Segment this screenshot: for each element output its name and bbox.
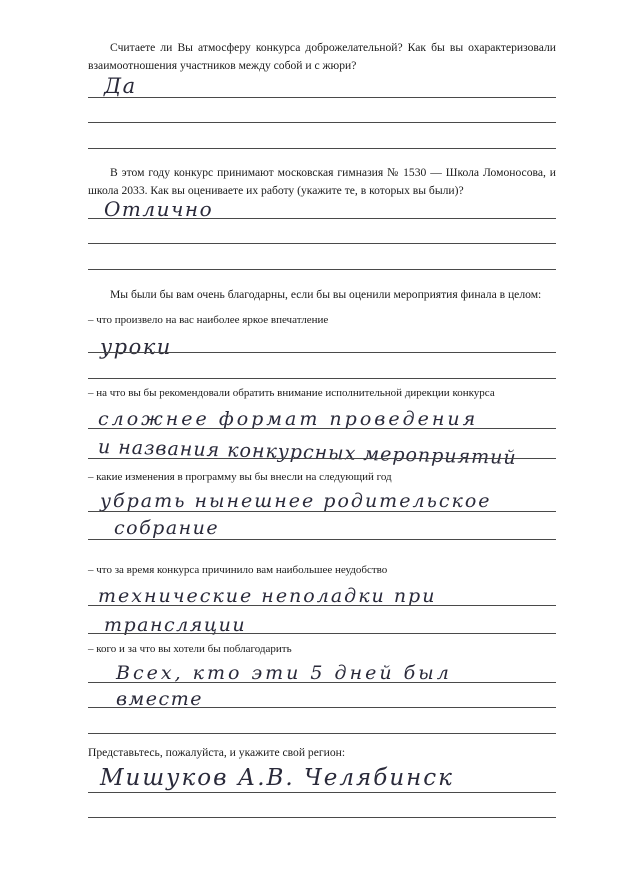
answer-line xyxy=(88,707,556,708)
answer-program-changes-line-2: собрание xyxy=(114,517,220,539)
answer-line xyxy=(88,97,556,98)
question-thanks: – кого и за что вы хотели бы поблагодарить xyxy=(88,643,292,655)
question-recommendations: – на что вы бы рекомендовали обратить внимание исполнительной дирекции конкурса xyxy=(88,387,495,399)
answer-line xyxy=(88,605,556,606)
answer-thanks-line-2: вместе xyxy=(116,688,203,710)
answer-recommendations-line-1: сложнее формат проведения xyxy=(98,408,479,430)
answer-line xyxy=(88,378,556,379)
question-impression: – что произвело на вас наиболее яркое впечатление xyxy=(88,314,329,326)
intro-text: Мы были бы вам очень благодарны, если бы вы оценили мероприятия финала в целом: xyxy=(110,288,542,301)
answer-line xyxy=(88,269,556,270)
answer-line xyxy=(88,633,556,634)
answer-line xyxy=(88,792,556,793)
answer-atmosphere: Да xyxy=(104,74,137,98)
answer-line xyxy=(88,148,556,149)
answer-line xyxy=(88,511,556,512)
question-schools: В этом году конкурс принимают московская гимназия № 1530 — Школа Ломоносова, и школа 2033. Как вы оцениваете их работу (укажите те, в которых вы были)? xyxy=(88,166,556,197)
answer-schools: Отлично xyxy=(104,197,214,221)
answer-line xyxy=(88,733,556,734)
answer-line xyxy=(88,539,556,540)
answer-inconvenience-line-1: технические неполадки при xyxy=(98,585,437,607)
answer-program-changes-line-1: убрать нынешнее родительское xyxy=(100,490,492,512)
answer-line xyxy=(88,243,556,244)
answer-recommendations-line-2: и названия конкурсных мероприятий xyxy=(97,436,517,469)
answer-inconvenience-line-2: трансляции xyxy=(104,614,247,636)
question-inconvenience: – что за время конкурса причинило вам наибольшее неудобство xyxy=(88,564,388,576)
answer-line xyxy=(88,352,556,353)
answer-line xyxy=(88,428,556,429)
question-region: Представьтесь, пожалуйста, и укажите свой регион: xyxy=(88,746,346,759)
answer-region: Мишуков А.В. Челябинск xyxy=(100,765,454,791)
answer-impression: уроки xyxy=(100,335,172,359)
answer-thanks-line-1: Всех, кто эти 5 дней был xyxy=(116,662,452,684)
answer-line xyxy=(88,458,556,459)
answer-line xyxy=(88,218,556,219)
question-atmosphere: Считаете ли Вы атмосферу конкурса доброжелательной? Как бы вы охарактеризовали взаимоотношения участников между собой и с жюри? xyxy=(88,41,556,72)
answer-line xyxy=(88,122,556,123)
answer-line xyxy=(88,817,556,818)
question-program-changes: – какие изменения в программу вы бы внесли на следующий год xyxy=(88,471,392,483)
answer-line xyxy=(88,682,556,683)
